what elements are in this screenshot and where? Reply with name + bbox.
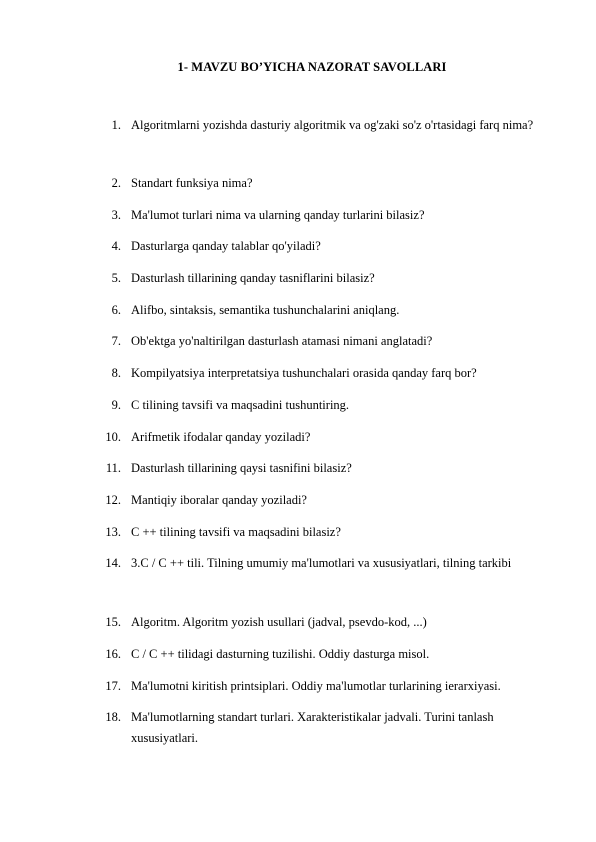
question-number: 1. — [111, 118, 121, 132]
question-number: 3. — [111, 208, 121, 222]
question-number: 6. — [111, 303, 121, 317]
question-text: C ++ tilining tavsifi va maqsadini bilasiz? — [131, 525, 341, 539]
question-number: 5. — [111, 271, 121, 285]
question-text: Algoritm. Algoritm yozish usullari (jadval, psevdo-kod, ...) — [131, 615, 427, 629]
question-text: Ob'ektga yo'naltirilgan dasturlash atamasi nimani anglatadi? — [131, 334, 433, 348]
question-text: Mantiqiy iboralar qanday yoziladi? — [131, 493, 307, 507]
question-text: Ma'lumotni kiritish printsiplari. Oddiy ma'lumotlar turlarining ierarxiyasi. — [131, 679, 501, 693]
question-number: 17. — [105, 679, 121, 693]
question-text: C tilining tavsifi va maqsadini tushuntiring. — [131, 398, 350, 412]
question-number: 4. — [111, 239, 121, 253]
question-text: Alifbo, sintaksis, semantika tushunchalarini aniqlang. — [131, 303, 400, 317]
question-text: Algoritmlarni yozishda dasturiy algoritmik va og'zaki so'z o'rtasidagi farq nima? — [131, 118, 534, 132]
question-text: Ma'lumot turlari nima va ularning qanday turlarini bilasiz? — [131, 208, 425, 222]
question-number: 7. — [111, 334, 121, 348]
question-number: 14. — [105, 556, 121, 570]
question-number: 9. — [111, 398, 121, 412]
question-number: 11. — [105, 461, 121, 475]
question-text: Dasturlarga qanday talablar qo'yiladi? — [131, 239, 321, 253]
question-text: Standart funksiya nima? — [131, 176, 253, 190]
question-text: Arifmetik ifodalar qanday yoziladi? — [131, 430, 311, 444]
question-number: 12. — [105, 493, 121, 507]
question-number: 15. — [105, 615, 121, 629]
question-text: Dasturlash tillarining qanday tasniflarini bilasiz? — [131, 271, 375, 285]
page-title: 1- MAVZU BO’YICHA NAZORAT SAVOLLARI — [177, 60, 447, 74]
question-number: 13. — [105, 525, 121, 539]
question-number: 8. — [111, 366, 121, 380]
question-number: 10. — [105, 430, 121, 444]
question-number: 18. — [105, 710, 121, 724]
question-number: 2. — [111, 176, 121, 190]
question-number: 16. — [105, 647, 121, 661]
question-text: 3.C / C ++ tili. Tilning umumiy ma'lumotlari va xususiyatlari, tilning tarkibi — [131, 556, 512, 570]
question-text: Ma'lumotlarning standart turlari. Xarakteristikalar jadvali. Turini tanlash xususiyatlari. — [131, 710, 494, 745]
question-text: Kompilyatsiya interpretatsiya tushunchalari orasida qanday farq bor? — [131, 366, 477, 380]
question-text: Dasturlash tillarining qaysi tasnifini bilasiz? — [131, 461, 352, 475]
question-text: C / C ++ tilidagi dasturning tuzilishi. Oddiy dasturga misol. — [131, 647, 430, 661]
